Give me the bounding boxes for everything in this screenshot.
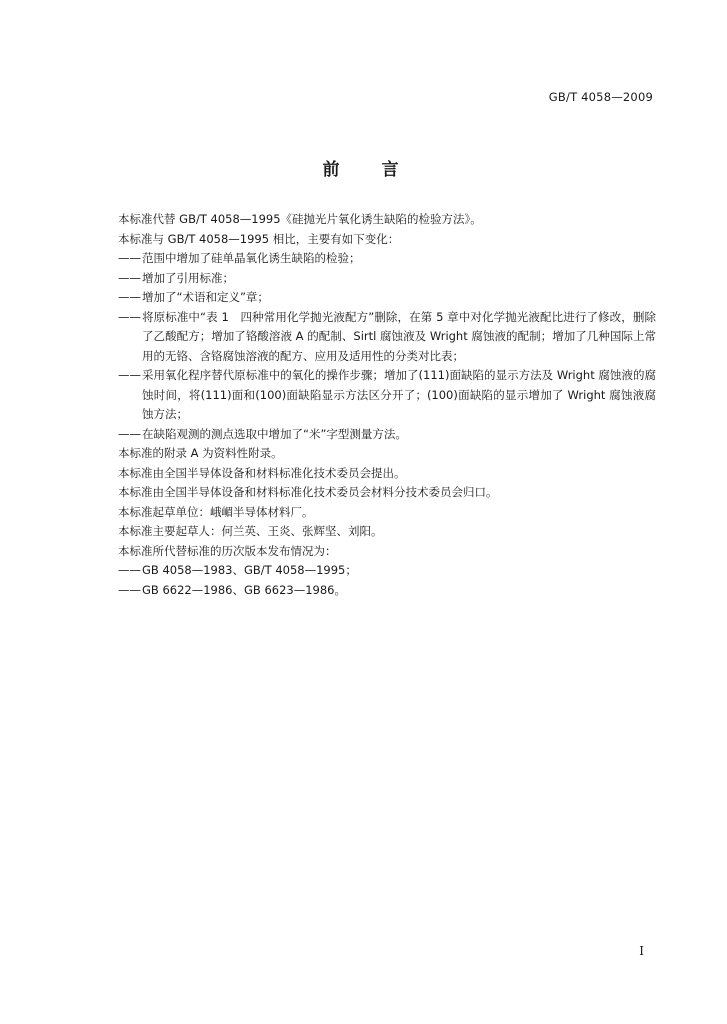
paragraph-appendix: 本标准的附录 A 为资料性附录。 (118, 446, 283, 460)
change-item-text: 增加了“术语和定义”章； (142, 290, 269, 304)
paragraph-managed-by: 本标准由全国半导体设备和材料标准化技术委员会材料分技术委员会归口。 (118, 485, 498, 499)
history-item-text: GB 6622—1986、GB 6623—1986。 (142, 582, 346, 597)
paragraph-changes-intro: 本标准与 GB/T 4058—1995 相比，主要有如下变化： (118, 231, 400, 246)
dash-marker: —— (118, 251, 141, 265)
change-item (118, 288, 656, 308)
change-item-text: 范围中增加了硅单晶氧化诱生缺陷的检验； (142, 251, 361, 265)
history-item-text: GB 4058—1983、GB/T 4058—1995； (142, 563, 357, 577)
dash-marker: —— (118, 582, 141, 597)
dash-marker: —— (118, 270, 141, 285)
change-item-text: 增加了引用标准； (142, 270, 234, 285)
change-item (118, 269, 656, 289)
dash-marker: —— (118, 426, 141, 441)
change-item (118, 249, 656, 269)
change-item-text: 将原标准中“表 1 四种常用化学抛光液配方”删除，在第 5 章中对化学抛光液配比进行了修改，删除了乙酸配方；增加了铬酸溶液 A 的配制、Sirtl 腐蚀液及 Wright 腐蚀液的配制；增加了几种国际上常用的无铬、含铬腐蚀溶液的配方、应用及适用性的分类对比表； (142, 309, 656, 363)
change-item-text: 在缺陷观测的测点选取中增加了“米”字型测量方法。 (142, 426, 407, 441)
paragraph-drafting-unit: 本标准起草单位：峨嵋半导体材料厂。 (118, 504, 314, 519)
history-item (118, 581, 656, 601)
paragraph-replaces: 本标准代替 GB/T 4058—1995《硅抛光片氧化诱生缺陷的检验方法》。 (118, 212, 482, 226)
change-item-text: 采用氧化程序替代原标准中的氧化的操作步骤；增加了(111)面缺陷的显示方法及 Wright 腐蚀液的腐蚀时间，将(111)面和(100)面缺陷显示方法区分开了；(100)面缺陷的显示增加了 Wright 腐蚀液腐蚀方法； (142, 368, 656, 421)
paragraph-history-intro: 本标准所代替标准的历次版本发布情况为： (118, 543, 337, 558)
dash-marker: —— (118, 368, 141, 382)
paragraph-proposed-by: 本标准由全国半导体设备和材料标准化技术委员会提出。 (118, 465, 406, 480)
foreword-body (118, 210, 656, 600)
dash-marker: —— (118, 309, 141, 324)
change-item (118, 425, 656, 445)
history-item (118, 561, 656, 581)
page-number: I (639, 944, 644, 958)
page-title: 前言 (322, 160, 441, 180)
change-item (118, 366, 656, 425)
change-item (118, 308, 656, 367)
dash-marker: —— (118, 563, 141, 577)
paragraph-drafters: 本标准主要起草人：何兰英、王炎、张辉坚、刘阳。 (118, 524, 383, 538)
dash-marker: —— (118, 290, 141, 304)
standard-number: GB/T 4058—2009 (548, 90, 653, 104)
